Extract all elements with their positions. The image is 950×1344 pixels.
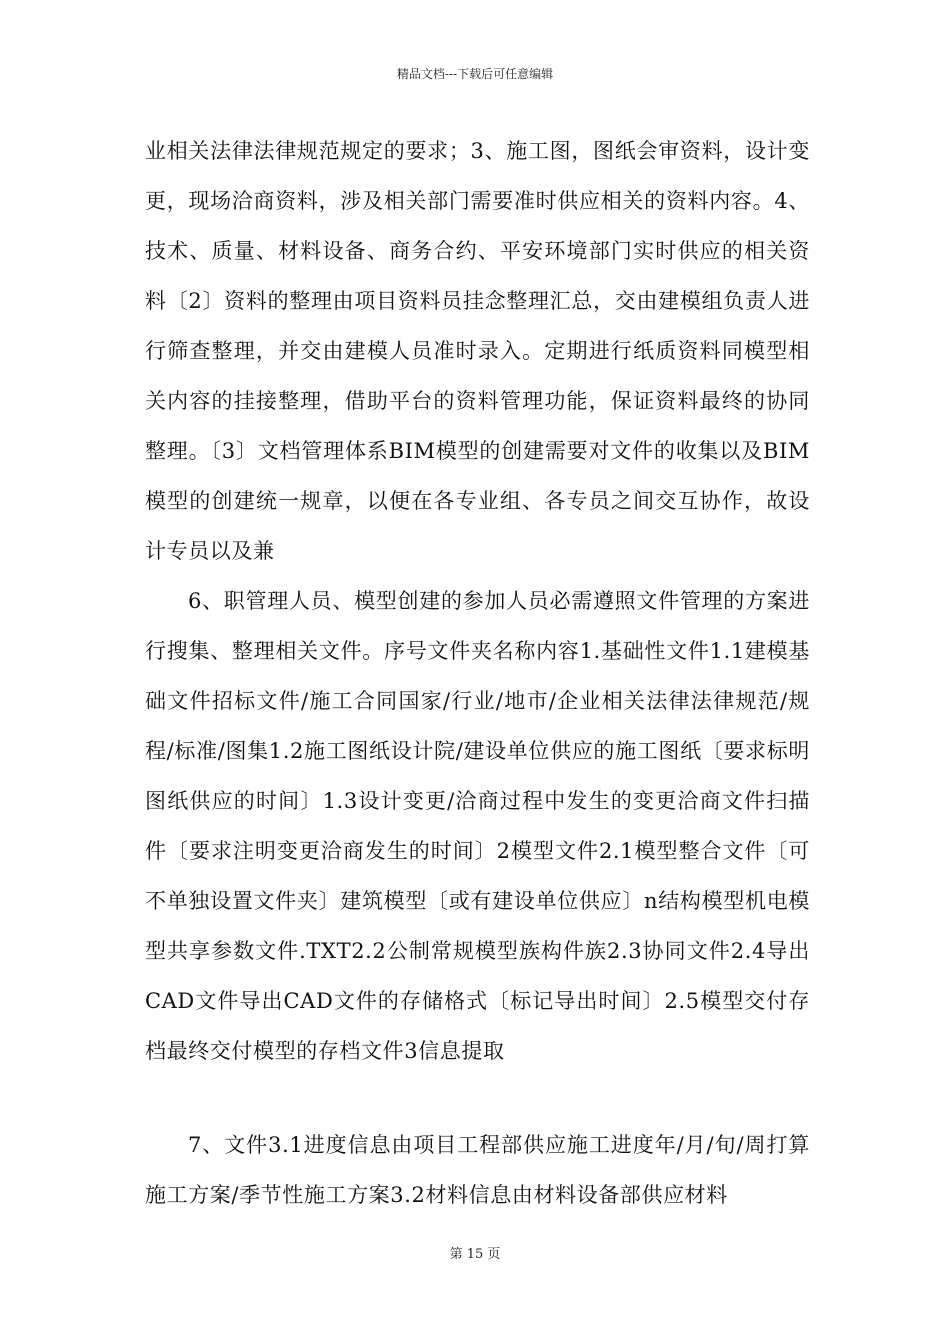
paragraph-2: 6、职管理人员、模型创建的参加人员必需遵照文件管理的方案进行搜集、整理相关文件。序号文件夹名称内容1.基础性文件1.1建模基础文件招标文件/施工合同国家/行业/地市/企业相关法律法律规范/规程/标准/图集1.2施工图纸设计院/建设单位供应的施工图纸〔要求标明图纸供应的时间〕1.3设计变更/洽商过程中发生的变更洽商文件扫描件〔要求注明变更洽商发生的时间〕2模型文件2.1模型整合文件〔可不单独设置文件夹〕建筑模型〔或有建设单位供应〕n结构模型机电模型共享参数文件.TXT2.2公制常规模型族构件族2.3协同文件2.4导出CAD文件导出CAD文件的存储格式〔标记导出时间〕2.5模型交付存档最终交付模型的存档文件3信息提取 xyxy=(145,589,810,1063)
paragraph-3: 7、文件3.1进度信息由项目工程部供应施工进度年/月/旬/周打算施工方案/季节性施工方案3.2材料信息由材料设备部供应材料 xyxy=(145,1133,810,1207)
page-header: 精品文档---下载后可任意编辑 xyxy=(396,67,554,81)
page-number: 第 15 页 xyxy=(449,1247,501,1262)
paragraph-1: 业相关法律法律规范规定的要求；3、施工图，图纸会审资料，设计变更，现场洽商资料，涉及相关部门需要准时供应相关的资料内容。4、技术、质量、材料设备、商务合约、平安环境部门实时供应的相关资料〔2〕资料的整理由项目资料员挂念整理汇总，交由建模组负责人进行筛查整理，并交由建模人员准时录入。定期进行纸质资料同模型相关内容的挂接整理，借助平台的资料管理功能，保证资料最终的协同整理。〔3〕文档管理体系BIM模型的创建需要对文件的收集以及BIM模型的创建统一规章，以便在各专业组、各专员之间交互协作，故设计专员以及兼 xyxy=(145,139,810,563)
